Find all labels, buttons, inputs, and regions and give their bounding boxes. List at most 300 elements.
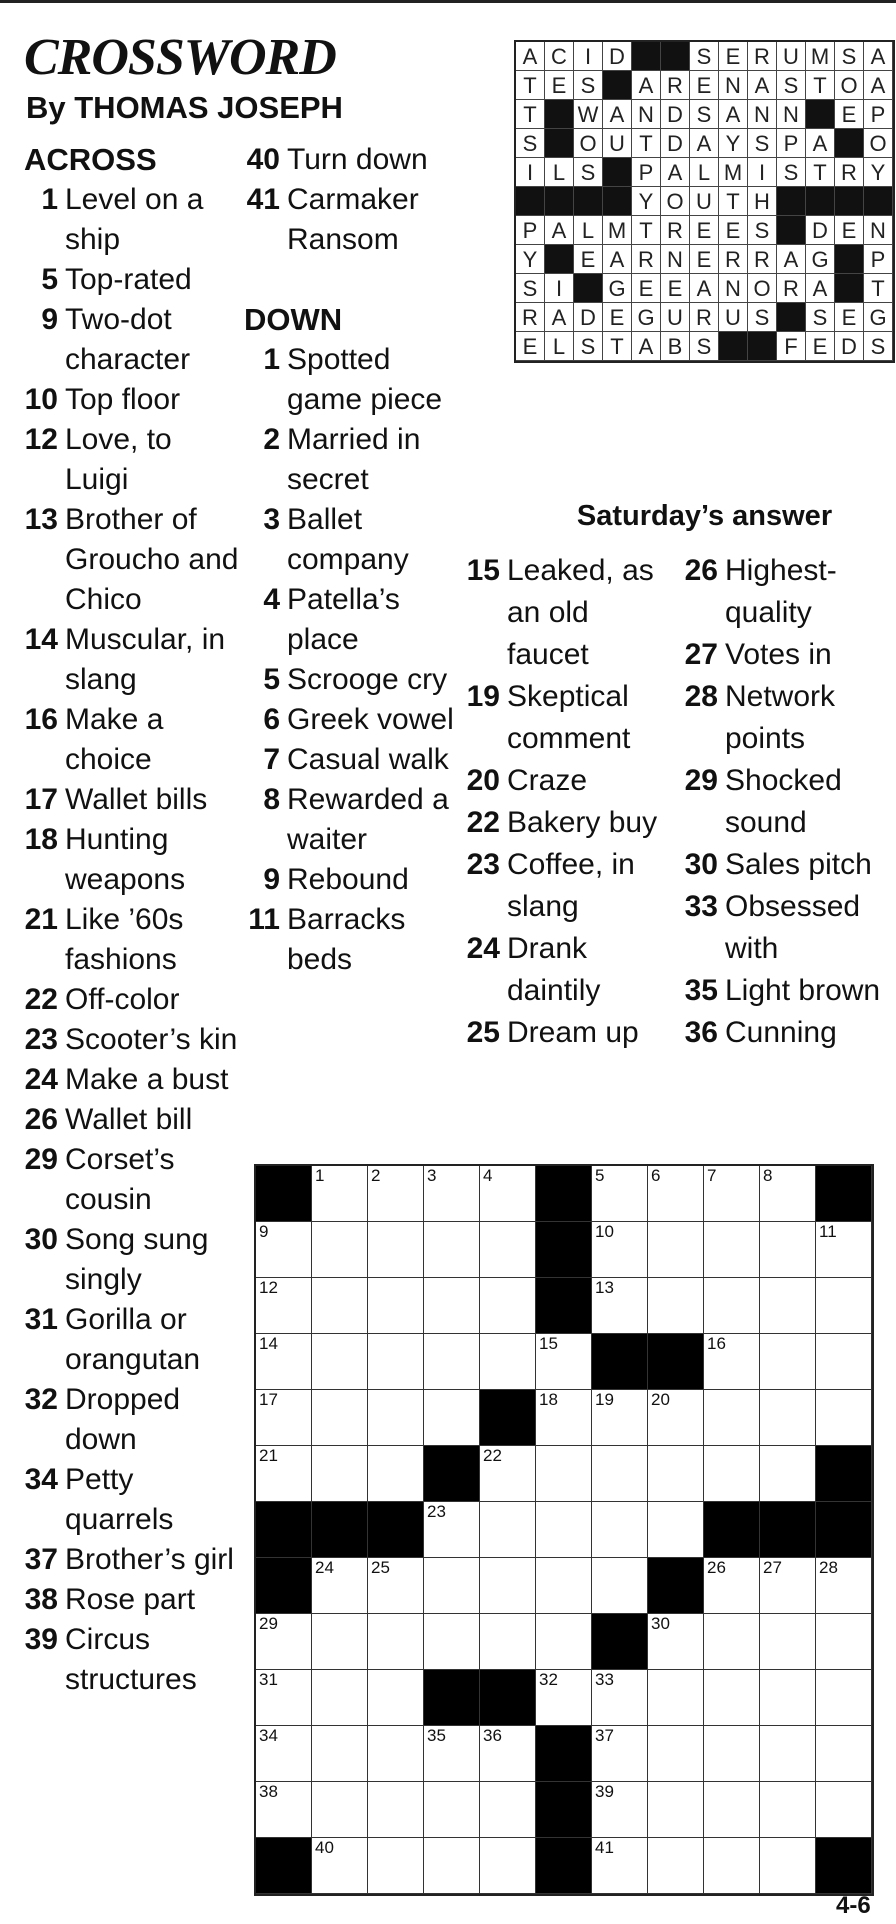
answer-cell: R	[719, 245, 748, 274]
square-number: 18	[539, 1390, 558, 1409]
grid-square[interactable]	[368, 1446, 424, 1502]
square-number: 27	[763, 1558, 782, 1577]
clue-text: Carmaker Ransom	[287, 183, 419, 256]
answer-black-cell	[603, 158, 632, 187]
grid-square[interactable]	[704, 1838, 760, 1894]
square-number: 12	[259, 1278, 278, 1297]
answer-cell: A	[545, 216, 574, 245]
answer-black-cell	[835, 274, 864, 303]
grid-square[interactable]	[480, 1502, 536, 1558]
grid-square[interactable]	[592, 1838, 648, 1894]
clue-text: Wallet bill	[65, 1103, 193, 1136]
answer-cell: S	[748, 216, 777, 245]
clue-number: 18	[24, 823, 58, 856]
answer-black-cell	[632, 42, 661, 71]
answer-black-cell	[748, 332, 777, 361]
clue-number: 4	[263, 583, 280, 616]
grid-square[interactable]	[816, 1614, 872, 1670]
clue-number: 23	[24, 1023, 58, 1056]
answer-cell: S	[777, 71, 806, 100]
grid-square[interactable]	[424, 1502, 480, 1558]
grid-square[interactable]	[592, 1390, 648, 1446]
grid-square[interactable]	[256, 1278, 312, 1334]
grid-square[interactable]	[816, 1222, 872, 1278]
grid-square[interactable]	[368, 1782, 424, 1838]
grid-square[interactable]	[480, 1278, 536, 1334]
black-square	[536, 1222, 592, 1278]
grid-square[interactable]	[480, 1558, 536, 1614]
black-square	[592, 1614, 648, 1670]
grid-square[interactable]	[312, 1278, 368, 1334]
grid-square[interactable]	[592, 1446, 648, 1502]
grid-square[interactable]	[704, 1670, 760, 1726]
answer-black-cell	[806, 100, 835, 129]
grid-square[interactable]	[368, 1334, 424, 1390]
grid-square[interactable]	[480, 1334, 536, 1390]
answer-cell: E	[690, 216, 719, 245]
answer-cell: N	[748, 100, 777, 129]
down-heading: DOWN	[244, 302, 343, 337]
grid-square[interactable]	[760, 1726, 816, 1782]
clue-number: 37	[24, 1543, 58, 1576]
clue-number: 24	[466, 932, 500, 965]
clue-number: 38	[24, 1583, 58, 1616]
answer-cell: E	[835, 303, 864, 332]
clue-text: Obsessed with	[725, 890, 861, 965]
grid-square[interactable]	[704, 1614, 760, 1670]
answer-cell: S	[516, 129, 545, 158]
answer-cell: A	[690, 129, 719, 158]
grid-square[interactable]	[816, 1558, 872, 1614]
clue-text: Scooter’s kin	[65, 1023, 238, 1056]
answer-black-cell	[777, 303, 806, 332]
grid-square[interactable]	[368, 1390, 424, 1446]
black-square	[536, 1726, 592, 1782]
grid-square[interactable]	[312, 1390, 368, 1446]
grid-square[interactable]	[592, 1670, 648, 1726]
answer-black-cell	[864, 187, 893, 216]
grid-square[interactable]	[760, 1670, 816, 1726]
answer-label: Saturday’s answer	[576, 500, 833, 532]
clue-item	[682, 676, 892, 760]
grid-square[interactable]	[592, 1782, 648, 1838]
answer-cell: O	[835, 71, 864, 100]
grid-square[interactable]	[704, 1390, 760, 1446]
clue-item	[24, 420, 242, 500]
black-square	[536, 1838, 592, 1894]
clue-text: Rose part	[65, 1583, 196, 1616]
clue-text: Two-dot character	[65, 303, 191, 376]
answer-cell: R	[690, 303, 719, 332]
grid-square[interactable]	[648, 1614, 704, 1670]
grid-square[interactable]	[592, 1558, 648, 1614]
clue-item	[244, 140, 464, 180]
answer-cell: A	[690, 274, 719, 303]
grid-square[interactable]	[256, 1222, 312, 1278]
grid-square[interactable]	[816, 1670, 872, 1726]
clue-item	[682, 634, 892, 676]
clue-item	[24, 1620, 242, 1700]
grid-square[interactable]	[536, 1390, 592, 1446]
grid-square[interactable]	[704, 1334, 760, 1390]
clue-item	[682, 886, 892, 970]
square-number: 23	[427, 1502, 446, 1521]
answer-black-cell	[835, 245, 864, 274]
square-number: 6	[651, 1166, 661, 1185]
grid-square[interactable]	[368, 1166, 424, 1222]
square-number: 22	[483, 1446, 502, 1465]
clue-text: Off-color	[65, 983, 180, 1016]
grid-square[interactable]	[816, 1390, 872, 1446]
square-number: 14	[259, 1334, 278, 1353]
clue-text: Make a bust	[65, 1063, 229, 1096]
answer-cell: E	[603, 303, 632, 332]
square-number: 36	[483, 1726, 502, 1745]
black-square	[424, 1446, 480, 1502]
answer-cell: A	[603, 245, 632, 274]
grid-square[interactable]	[704, 1446, 760, 1502]
grid-square[interactable]	[760, 1222, 816, 1278]
clue-number: 27	[684, 638, 718, 671]
grid-square[interactable]	[424, 1726, 480, 1782]
answer-cell: E	[690, 71, 719, 100]
answer-cell: A	[864, 42, 893, 71]
clue-text: Skeptical comment	[507, 680, 631, 755]
square-number: 15	[539, 1334, 558, 1353]
grid-square[interactable]	[536, 1502, 592, 1558]
grid-square[interactable]	[424, 1390, 480, 1446]
grid-square[interactable]	[256, 1726, 312, 1782]
clue-text: Greek vowel	[287, 703, 454, 736]
clue-number: 40	[246, 143, 280, 176]
grid-square[interactable]	[704, 1278, 760, 1334]
answer-cell: D	[574, 303, 603, 332]
answer-cell: Y	[864, 158, 893, 187]
answer-cell: O	[574, 129, 603, 158]
answer-cell: E	[661, 274, 690, 303]
clue-item	[24, 500, 242, 620]
clue-number: 30	[24, 1223, 58, 1256]
grid-square[interactable]	[536, 1334, 592, 1390]
grid-square[interactable]	[648, 1278, 704, 1334]
clue-item	[464, 760, 674, 802]
grid-square[interactable]	[368, 1222, 424, 1278]
clue-text: Dream up	[507, 1016, 639, 1049]
answer-cell: G	[603, 274, 632, 303]
grid-square[interactable]	[424, 1278, 480, 1334]
grid-square[interactable]	[424, 1222, 480, 1278]
clue-number: 28	[684, 680, 718, 713]
clue-item	[24, 1140, 242, 1220]
clue-number: 6	[263, 703, 280, 736]
answer-black-cell	[777, 187, 806, 216]
square-number: 34	[259, 1726, 278, 1745]
answer-cell: S	[516, 274, 545, 303]
grid-square[interactable]	[760, 1278, 816, 1334]
answer-cell: E	[835, 100, 864, 129]
black-square	[592, 1334, 648, 1390]
grid-square[interactable]	[760, 1334, 816, 1390]
answer-cell: N	[719, 71, 748, 100]
grid-square[interactable]	[592, 1502, 648, 1558]
square-number: 39	[595, 1782, 614, 1801]
grid-square[interactable]	[648, 1446, 704, 1502]
clue-text: Love, to Luigi	[65, 423, 172, 496]
answer-cell: E	[835, 216, 864, 245]
top-rule	[0, 0, 896, 3]
grid-square[interactable]	[760, 1558, 816, 1614]
answer-cell: T	[719, 187, 748, 216]
grid-square[interactable]	[760, 1446, 816, 1502]
black-square	[816, 1166, 872, 1222]
black-square	[648, 1558, 704, 1614]
answer-cell: Y	[516, 245, 545, 274]
grid-square[interactable]	[480, 1838, 536, 1894]
clue-text: Light brown	[725, 974, 881, 1007]
answer-cell: T	[806, 158, 835, 187]
answer-cell: A	[864, 71, 893, 100]
clue-number: 21	[24, 903, 58, 936]
square-number: 4	[483, 1166, 493, 1185]
answer-cell: R	[777, 274, 806, 303]
grid-square[interactable]	[256, 1446, 312, 1502]
grid-square[interactable]	[312, 1222, 368, 1278]
answer-cell: A	[661, 158, 690, 187]
square-number: 11	[819, 1222, 837, 1241]
answer-cell: A	[806, 274, 835, 303]
grid-square[interactable]	[256, 1614, 312, 1670]
answer-cell: E	[545, 71, 574, 100]
clue-text: Brother’s girl	[65, 1543, 234, 1576]
answer-cell: N	[719, 274, 748, 303]
clue-text: Highest-quality	[725, 554, 837, 629]
clue-text: Make a choice	[65, 703, 164, 776]
grid-square[interactable]	[704, 1222, 760, 1278]
grid-square[interactable]	[648, 1502, 704, 1558]
answer-black-cell	[516, 187, 545, 216]
clue-item	[24, 1580, 242, 1620]
clue-item	[244, 860, 464, 900]
grid-square[interactable]	[312, 1726, 368, 1782]
grid-square[interactable]	[592, 1222, 648, 1278]
grid-square[interactable]	[368, 1278, 424, 1334]
black-square	[480, 1390, 536, 1446]
grid-square[interactable]	[312, 1166, 368, 1222]
answer-cell: H	[748, 187, 777, 216]
grid-square[interactable]	[760, 1614, 816, 1670]
clue-item	[464, 928, 674, 1012]
answer-cell: Y	[632, 187, 661, 216]
grid-square[interactable]	[816, 1278, 872, 1334]
answer-cell: T	[864, 274, 893, 303]
black-square	[536, 1782, 592, 1838]
grid-square[interactable]	[480, 1782, 536, 1838]
square-number: 35	[427, 1726, 446, 1745]
clue-text: Craze	[507, 764, 588, 797]
grid-square[interactable]	[424, 1334, 480, 1390]
grid-square[interactable]	[648, 1726, 704, 1782]
answer-cell: F	[777, 332, 806, 361]
grid-square[interactable]	[592, 1278, 648, 1334]
grid-square[interactable]	[648, 1390, 704, 1446]
clue-item	[682, 1012, 892, 1054]
grid-square[interactable]	[760, 1390, 816, 1446]
answer-cell: U	[603, 129, 632, 158]
grid-square[interactable]	[816, 1334, 872, 1390]
grid-square[interactable]	[760, 1838, 816, 1894]
grid-square[interactable]	[256, 1670, 312, 1726]
grid-square[interactable]	[648, 1222, 704, 1278]
grid-square[interactable]	[480, 1614, 536, 1670]
clue-text: Patella’s place	[287, 583, 400, 656]
answer-cell: A	[632, 332, 661, 361]
square-number: 8	[763, 1166, 773, 1185]
square-number: 29	[259, 1614, 278, 1633]
clue-number: 32	[24, 1383, 58, 1416]
grid-square[interactable]	[424, 1838, 480, 1894]
answer-cell: A	[777, 245, 806, 274]
black-square	[816, 1502, 872, 1558]
clue-item	[464, 802, 674, 844]
grid-square[interactable]	[424, 1782, 480, 1838]
grid-square[interactable]	[312, 1614, 368, 1670]
clue-text: Barracks beds	[287, 903, 406, 976]
clue-item	[24, 1060, 242, 1100]
clue-number: 3	[263, 503, 280, 536]
grid-square[interactable]	[648, 1782, 704, 1838]
grid-square[interactable]	[536, 1558, 592, 1614]
grid-square[interactable]	[760, 1782, 816, 1838]
answer-cell: E	[719, 216, 748, 245]
answer-cell: S	[574, 332, 603, 361]
answer-black-cell	[806, 187, 835, 216]
grid-square[interactable]	[312, 1558, 368, 1614]
grid-square[interactable]	[480, 1222, 536, 1278]
clue-text: Top-rated	[65, 263, 192, 296]
answer-cell: G	[632, 303, 661, 332]
clue-number: 8	[263, 783, 280, 816]
answer-cell: L	[574, 216, 603, 245]
grid-square[interactable]	[256, 1782, 312, 1838]
grid-square[interactable]	[312, 1446, 368, 1502]
clue-item	[24, 180, 242, 260]
answer-black-cell	[545, 187, 574, 216]
square-number: 1	[315, 1166, 325, 1185]
grid-square[interactable]	[368, 1726, 424, 1782]
clue-item	[24, 780, 242, 820]
answer-black-cell	[719, 332, 748, 361]
grid-square[interactable]	[592, 1166, 648, 1222]
grid-square[interactable]	[368, 1838, 424, 1894]
grid-square[interactable]	[480, 1166, 536, 1222]
answer-cell: S	[690, 100, 719, 129]
clue-item	[464, 676, 674, 760]
grid-square[interactable]	[648, 1838, 704, 1894]
square-number: 21	[259, 1446, 278, 1465]
grid-square[interactable]	[480, 1446, 536, 1502]
grid-square[interactable]	[704, 1782, 760, 1838]
clue-item	[464, 844, 674, 928]
grid-square[interactable]	[536, 1446, 592, 1502]
black-square	[256, 1166, 312, 1222]
black-square	[816, 1446, 872, 1502]
black-square	[312, 1502, 368, 1558]
page-id: 4-6	[836, 1892, 871, 1919]
answer-cell: S	[690, 332, 719, 361]
square-number: 7	[707, 1166, 717, 1185]
grid-square[interactable]	[704, 1726, 760, 1782]
answer-cell: D	[661, 100, 690, 129]
answer-cell: D	[835, 332, 864, 361]
grid-square[interactable]	[648, 1166, 704, 1222]
grid-square[interactable]	[648, 1670, 704, 1726]
answer-cell: D	[661, 129, 690, 158]
grid-square[interactable]	[368, 1558, 424, 1614]
clue-number: 29	[24, 1143, 58, 1176]
clue-text: Rewarded a waiter	[287, 783, 449, 856]
clue-item	[244, 580, 464, 660]
grid-square[interactable]	[312, 1334, 368, 1390]
answer-black-cell	[545, 245, 574, 274]
grid-square[interactable]	[424, 1166, 480, 1222]
grid-square[interactable]	[704, 1558, 760, 1614]
grid-square[interactable]	[312, 1670, 368, 1726]
clue-text: Rebound	[287, 863, 409, 896]
square-number: 25	[371, 1558, 390, 1577]
grid-square[interactable]	[368, 1614, 424, 1670]
answer-black-cell	[603, 187, 632, 216]
grid-square[interactable]	[424, 1614, 480, 1670]
answer-cell: E	[690, 245, 719, 274]
grid-square[interactable]	[368, 1670, 424, 1726]
grid-square[interactable]	[312, 1782, 368, 1838]
grid-square[interactable]	[256, 1390, 312, 1446]
answer-cell: R	[748, 42, 777, 71]
clue-item	[244, 340, 464, 420]
clue-number: 10	[24, 383, 58, 416]
answer-black-cell	[835, 129, 864, 158]
black-square	[704, 1502, 760, 1558]
grid-square[interactable]	[816, 1726, 872, 1782]
clue-number: 36	[684, 1016, 718, 1049]
answer-cell: T	[516, 71, 545, 100]
clue-number: 19	[466, 680, 500, 713]
answer-cell: B	[661, 332, 690, 361]
grid-square[interactable]	[312, 1838, 368, 1894]
grid-square[interactable]	[760, 1166, 816, 1222]
answer-cell: C	[545, 42, 574, 71]
grid-square[interactable]	[256, 1334, 312, 1390]
clue-text: Bakery buy	[507, 806, 658, 839]
grid-square[interactable]	[816, 1782, 872, 1838]
clue-item	[24, 1300, 242, 1380]
grid-square[interactable]	[536, 1614, 592, 1670]
grid-square[interactable]	[480, 1726, 536, 1782]
black-square	[536, 1166, 592, 1222]
grid-square[interactable]	[424, 1558, 480, 1614]
grid-square[interactable]	[592, 1726, 648, 1782]
answer-cell: E	[806, 332, 835, 361]
answer-cell: P	[777, 129, 806, 158]
clue-number: 14	[24, 623, 58, 656]
square-number: 3	[427, 1166, 437, 1185]
answer-cell: L	[545, 158, 574, 187]
clue-text: Network points	[725, 680, 836, 755]
clue-item	[244, 900, 464, 980]
grid-square[interactable]	[536, 1670, 592, 1726]
clue-text: Like ’60s fashions	[65, 903, 184, 976]
grid-square[interactable]	[704, 1166, 760, 1222]
